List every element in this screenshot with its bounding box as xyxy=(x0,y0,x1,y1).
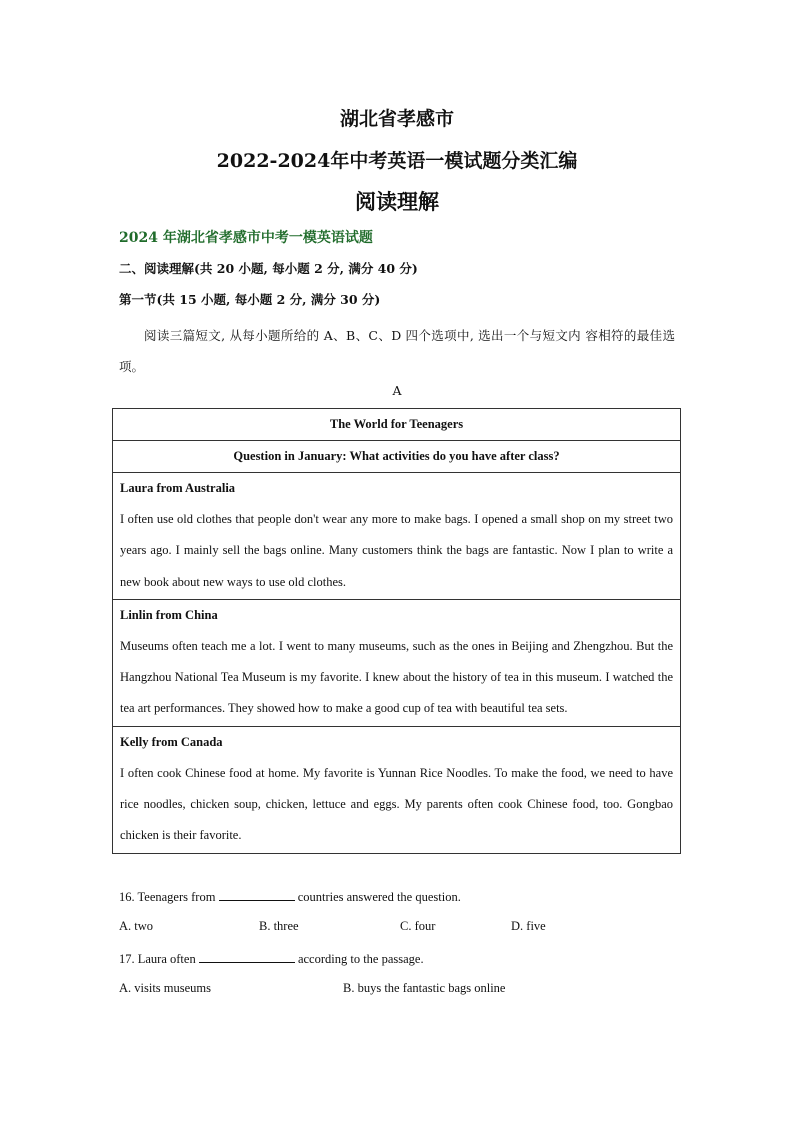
table-question: Question in January: What activities do you have after class? xyxy=(113,441,681,473)
answer-blank[interactable] xyxy=(219,888,295,901)
instructions: 阅读三篇短文, 从每小题所给的 A、B、C、D 四个选项中, 选出一个与短文内 容相符的最佳选项。 xyxy=(119,328,675,374)
entry-cell xyxy=(113,473,681,600)
answer-blank[interactable] xyxy=(199,950,295,963)
question-prefix: 16. Teenagers from xyxy=(119,890,216,904)
option-a[interactable]: A. two xyxy=(119,919,154,933)
entry-name: Kelly from Canada xyxy=(120,734,223,749)
entry-name: Laura from Australia xyxy=(120,481,236,495)
option-b[interactable]: B. three xyxy=(259,919,299,933)
exam-heading: 2024 年湖北省孝感市中考一模英语试题 xyxy=(119,230,373,246)
option-a[interactable]: A. visits museums xyxy=(119,981,212,995)
table-row xyxy=(113,599,681,726)
title-topic: 阅读理解 xyxy=(355,189,439,214)
option-b[interactable]: B. buys the fantastic bags online xyxy=(343,981,506,995)
question-17 xyxy=(119,950,424,967)
entry-cell xyxy=(113,726,681,853)
entry-text: Museums often teach me a lot. I went to many museums, such as the ones in Beijing and Zhengzhou. But the Hangzhou National Tea Museum is my favorite. I knew about the history of tea in this museum. I watched the tea art performances. They showed how to make a good cup of tea with beautiful tea sets. xyxy=(120,638,673,716)
question-16 xyxy=(119,888,461,905)
question-prefix: 17. Laura often xyxy=(119,952,196,966)
entry-text: I often use old clothes that people don't wear any more to make bags. I opened a small shop on my street two years ago. I mainly sell the bags online. Many customers think the bags are fantastic. Now I plan to write a new book about new ways to use old clothes. xyxy=(120,512,673,589)
table-row xyxy=(113,473,681,600)
entry-name: Linlin from China xyxy=(120,607,218,622)
option-c[interactable]: C. four xyxy=(400,919,436,933)
passage-table xyxy=(112,408,681,854)
entry-cell xyxy=(113,599,681,726)
section-sub: 第一节(共 15 小题, 每小题 2 分, 满分 30 分) xyxy=(119,292,381,307)
question-suffix: countries answered the question. xyxy=(297,890,461,904)
table-row xyxy=(113,726,681,853)
section-part: 二、阅读理解(共 20 小题, 每小题 2 分, 满分 40 分) xyxy=(119,261,418,276)
table-row xyxy=(113,409,681,441)
question-suffix: according to the passage. xyxy=(297,952,424,966)
title-collection: 2022-2024年中考英语一模试题分类汇编 xyxy=(216,150,578,172)
entry-text: I often cook Chinese food at home. My favorite is Yunnan Rice Noodles. To make the food, we need to have rice noodles, chicken soup, chicken, lettuce and eggs. My parents often cook Chinese food, too. Gongbao chicken is their favorite. xyxy=(120,765,673,843)
passage-label: A xyxy=(392,383,402,398)
title-region: 湖北省孝感市 xyxy=(339,108,454,130)
option-d[interactable]: D. five xyxy=(511,919,546,933)
table-title: The World for Teenagers xyxy=(113,409,681,441)
table-row xyxy=(113,441,681,473)
